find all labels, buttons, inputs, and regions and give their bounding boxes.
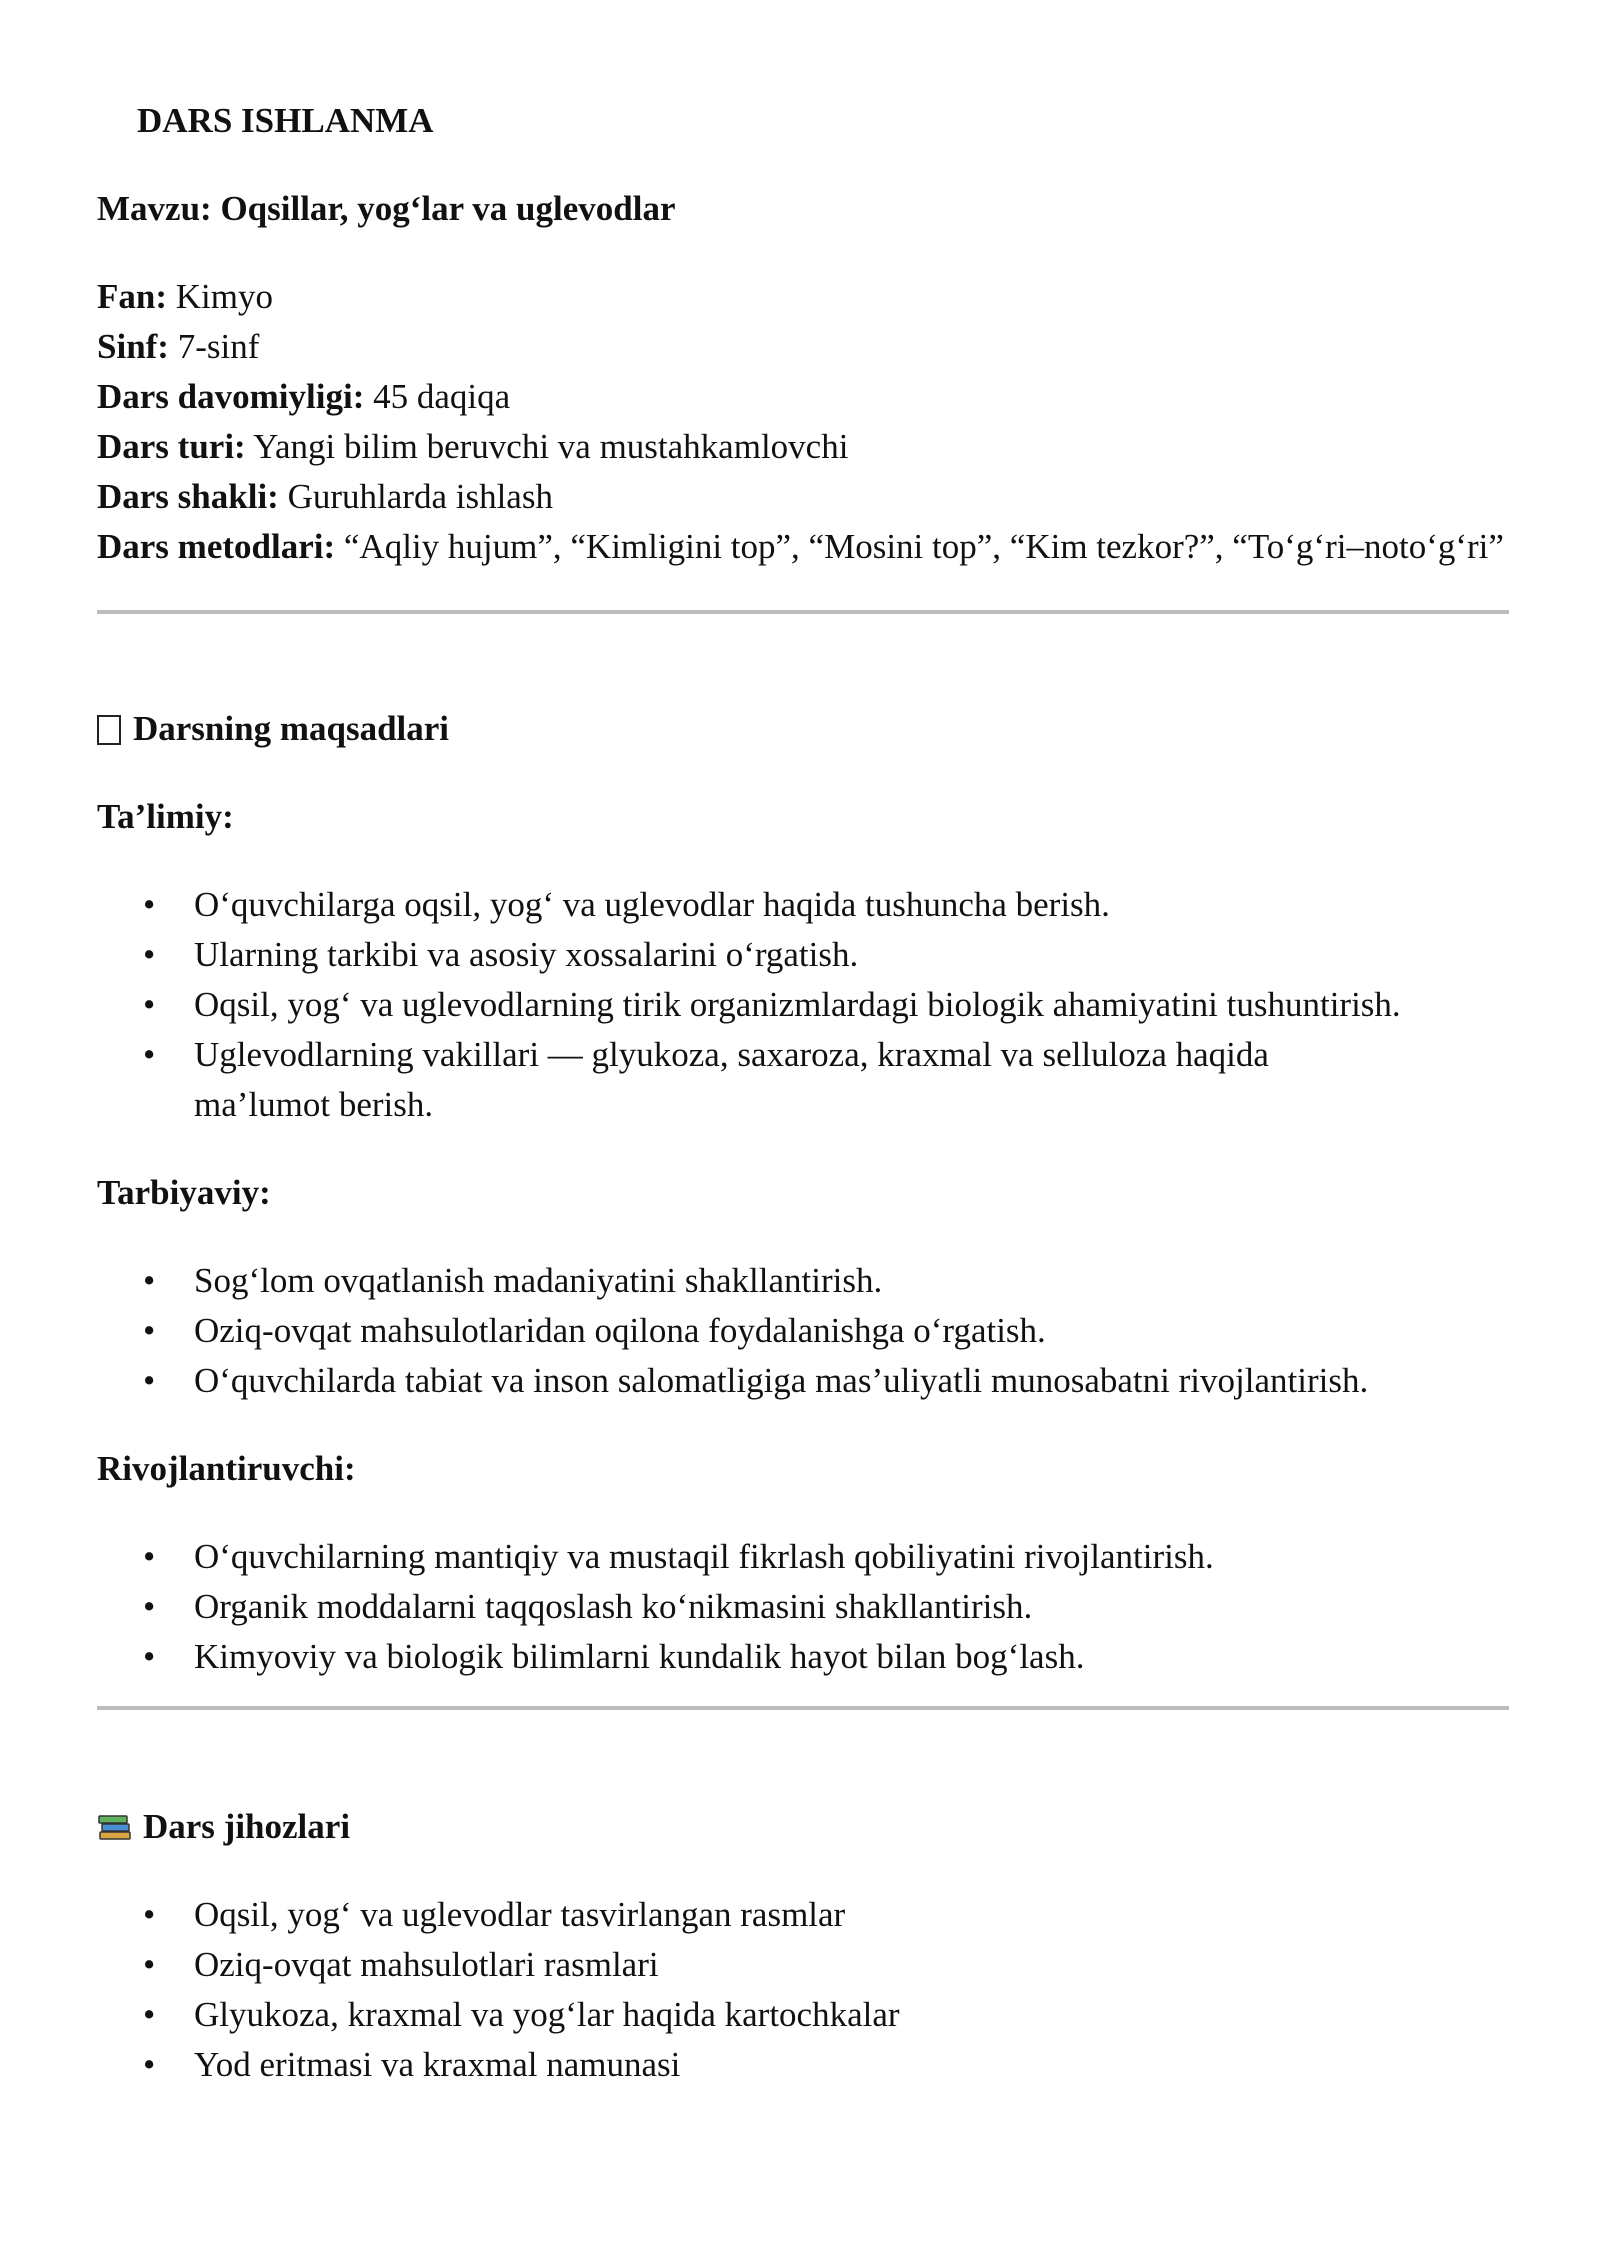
equipment-heading-text: Dars jihozlari — [143, 1807, 351, 1846]
list-item: • Sog‘lom ovqatlanish madaniyatini shakllantirish. — [97, 1256, 1512, 1306]
educational-goals-list — [97, 880, 1512, 1130]
list-item: • Uglevodlarning vakillari — glyukoza, saxaroza, kraxmal va selluloza haqida ma’lumot berish. — [97, 1030, 1512, 1130]
bullet: • — [143, 985, 156, 1024]
meta-form — [97, 472, 1512, 522]
equipment-list — [97, 1890, 1512, 2090]
list-item: • Ularning tarkibi va asosiy xossalarini o‘rgatish. — [97, 930, 1512, 980]
bullet: • — [143, 1361, 156, 1400]
upbringing-heading: Tarbiyaviy: — [97, 1173, 271, 1212]
list-item: • Yod eritmasi va kraxmal namunasi — [97, 2040, 1512, 2090]
meta-label: Dars metodlari: — [97, 527, 336, 566]
equipment-heading — [97, 1802, 1512, 1852]
bullet: • — [143, 935, 156, 974]
books-icon — [97, 1812, 133, 1842]
list-item: • O‘quvchilarning mantiqiy va mustaqil fikrlash qobiliyatini rivojlantirish. — [97, 1532, 1512, 1582]
goals-heading — [97, 704, 1512, 754]
meta-value: Yangi bilim beruvchi va mustahkamlovchi — [245, 427, 849, 466]
bullet: • — [143, 1537, 156, 1576]
bullet: • — [143, 885, 156, 924]
meta-value: Kimyo — [167, 277, 273, 316]
meta-value: 7-sinf — [168, 327, 260, 366]
meta-grade — [97, 322, 1512, 372]
meta-label: Dars shakli: — [97, 477, 279, 516]
meta-methods — [97, 522, 1512, 572]
list-item: • Glyukoza, kraxmal va yog‘lar haqida kartochkalar — [97, 1990, 1512, 2040]
missing-glyph-icon — [97, 715, 121, 745]
bullet: • — [143, 1311, 156, 1350]
bullet: • — [143, 2045, 156, 2084]
upbringing-goals-list — [97, 1256, 1512, 1406]
meta-value: Guruhlarda ishlash — [278, 477, 553, 516]
list-item: • Oziq-ovqat mahsulotlaridan oqilona foydalanishga o‘rgatish. — [97, 1306, 1512, 1356]
list-item: • Organik moddalarni taqqoslash ko‘nikmasini shakllantirish. — [97, 1582, 1512, 1632]
document-title: DARS ISHLANMA — [137, 101, 434, 140]
list-item: • Oziq-ovqat mahsulotlari rasmlari — [97, 1940, 1512, 1990]
meta-subject — [97, 272, 1512, 322]
meta-type — [97, 422, 1512, 472]
list-item: • O‘quvchilarda tabiat va inson salomatligiga mas’uliyatli munosabatni rivojlantirish. — [97, 1356, 1512, 1406]
meta-duration — [97, 372, 1512, 422]
meta-label: Fan: — [97, 277, 167, 316]
developmental-heading: Rivojlantiruvchi: — [97, 1449, 356, 1488]
bullet: • — [143, 1945, 156, 1984]
bullet: • — [143, 1587, 156, 1626]
bullet: • — [143, 1637, 156, 1676]
lesson-meta — [97, 272, 1512, 572]
meta-label: Dars davomiyligi: — [97, 377, 365, 416]
list-item: • Oqsil, yog‘ va uglevodlar tasvirlangan rasmlar — [97, 1890, 1512, 1940]
bullet: • — [143, 1895, 156, 1934]
lesson-topic: Mavzu: Oqsillar, yog‘lar va uglevodlar — [97, 189, 676, 228]
meta-value: 45 daqiqa — [364, 377, 511, 416]
meta-label: Dars turi: — [97, 427, 246, 466]
list-item: • Oqsil, yog‘ va uglevodlarning tirik organizmlardagi biologik ahamiyatini tushuntirish. — [97, 980, 1512, 1030]
bullet: • — [143, 1035, 156, 1074]
list-item: • O‘quvchilarga oqsil, yog‘ va uglevodlar haqida tushuncha berish. — [97, 880, 1512, 930]
section-divider — [97, 610, 1509, 614]
meta-value: “Aqliy hujum”, “Kimligini top”, “Mosini top”, “Kim tezkor?”, “To‘g‘ri–noto‘g‘ri” — [335, 527, 1504, 566]
section-divider — [97, 1706, 1509, 1710]
bullet: • — [143, 1995, 156, 2034]
goals-heading-text: Darsning maqsadlari — [133, 709, 450, 748]
list-item: • Kimyoviy va biologik bilimlarni kundalik hayot bilan bog‘lash. — [97, 1632, 1512, 1682]
educational-heading: Ta’limiy: — [97, 797, 234, 836]
developmental-goals-list — [97, 1532, 1512, 1682]
meta-label: Sinf: — [97, 327, 169, 366]
bullet: • — [143, 1261, 156, 1300]
